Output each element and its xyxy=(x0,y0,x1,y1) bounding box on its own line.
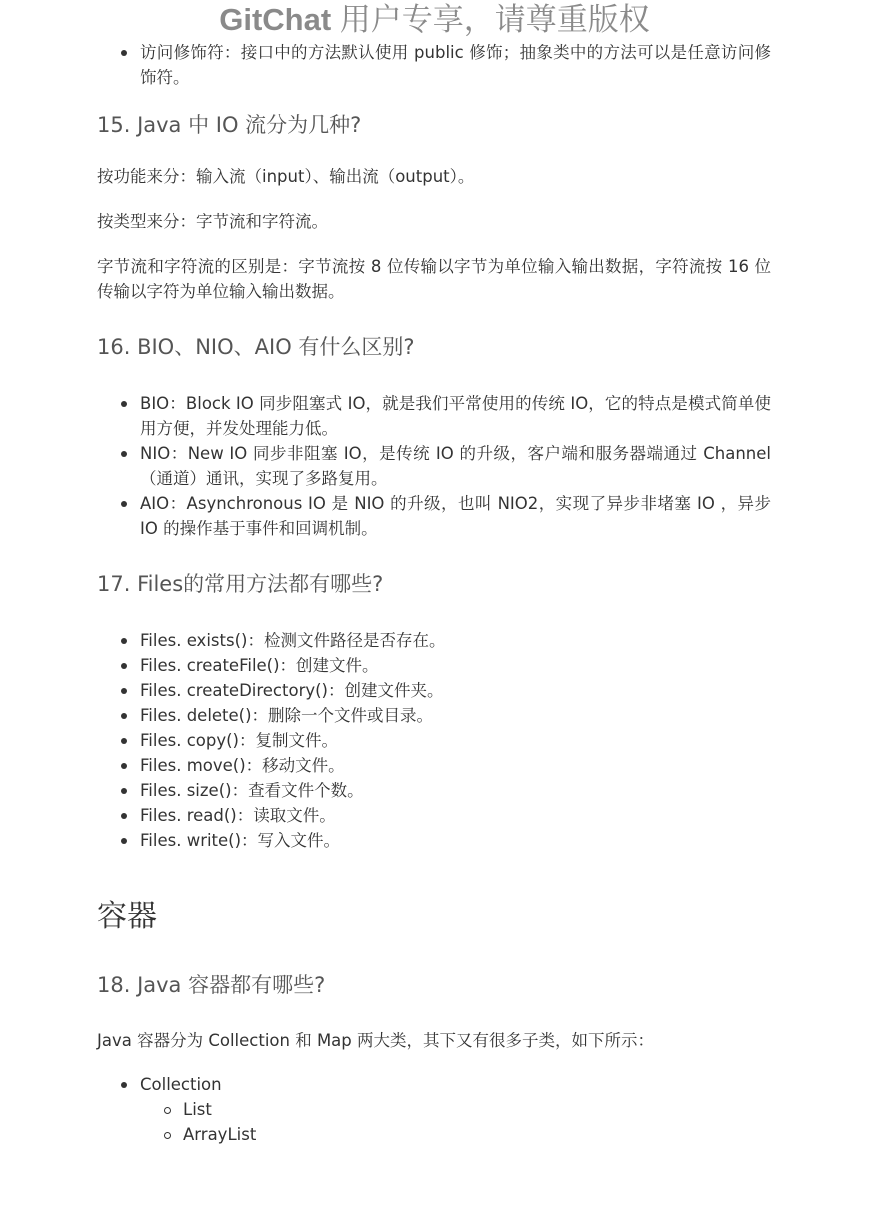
q18-list xyxy=(97,1072,771,1147)
paragraph: 按类型来分：字节流和字符流。 xyxy=(97,212,328,231)
paragraph: 按功能来分：输入流（input）、输出流（output）。 xyxy=(97,167,475,186)
q16-list xyxy=(97,391,771,541)
heading-q15: 15. Java 中 IO 流分为几种? xyxy=(97,113,362,137)
heading-q18: 18. Java 容器都有哪些? xyxy=(97,973,326,997)
q17-list xyxy=(97,628,771,853)
list-item xyxy=(140,1072,771,1147)
list-item: Files. createDirectory()：创建文件夹。 xyxy=(140,678,771,703)
watermark xyxy=(0,0,869,40)
paragraph: 字节流和字符流的区别是：字节流按 8 位传输以字节为单位输入输出数据，字符流按 16 位传输以字符为单位输入输出数据。 xyxy=(97,257,771,301)
list-item: AIO：Asynchronous IO 是 NIO 的升级，也叫 NIO2，实现了异步非堵塞 IO ，异步 IO 的操作基于事件和回调机制。 xyxy=(140,491,771,541)
list-item: Files. read()：读取文件。 xyxy=(140,803,771,828)
watermark-text: 用户专享，请尊重版权 xyxy=(331,2,650,37)
article-body xyxy=(97,40,771,1147)
sub-list-item: List xyxy=(183,1097,771,1122)
list-item: Files. delete()：删除一个文件或目录。 xyxy=(140,703,771,728)
list-item: NIO：New IO 同步非阻塞 IO，是传统 IO 的升级，客户端和服务器端通过 Channel（通道）通讯，实现了多路复用。 xyxy=(140,441,771,491)
list-item-label: Collection xyxy=(140,1075,222,1094)
section-heading: 容器 xyxy=(97,899,157,934)
heading-q16: 16. BIO、NIO、AIO 有什么区别? xyxy=(97,335,415,359)
list-item: Files. createFile()：创建文件。 xyxy=(140,653,771,678)
top-list xyxy=(97,40,771,90)
watermark-brand: GitChat xyxy=(219,2,332,37)
sub-list xyxy=(140,1097,771,1147)
list-item: BIO：Block IO 同步阻塞式 IO，就是我们平常使用的传统 IO，它的特点是模式简单使用方便，并发处理能力低。 xyxy=(140,391,771,441)
heading-q17: 17. Files的常用方法都有哪些? xyxy=(97,572,384,596)
sub-list-item: ArrayList xyxy=(183,1122,771,1147)
list-item: 访问修饰符：接口中的方法默认使用 public 修饰；抽象类中的方法可以是任意访问修饰符。 xyxy=(140,40,771,90)
list-item: Files. write()：写入文件。 xyxy=(140,828,771,853)
paragraph: Java 容器分为 Collection 和 Map 两大类，其下又有很多子类，如下所示： xyxy=(97,1031,655,1050)
list-item: Files. size()：查看文件个数。 xyxy=(140,778,771,803)
list-item: Files. move()：移动文件。 xyxy=(140,753,771,778)
list-item: Files. exists()：检测文件路径是否存在。 xyxy=(140,628,771,653)
list-item: Files. copy()：复制文件。 xyxy=(140,728,771,753)
